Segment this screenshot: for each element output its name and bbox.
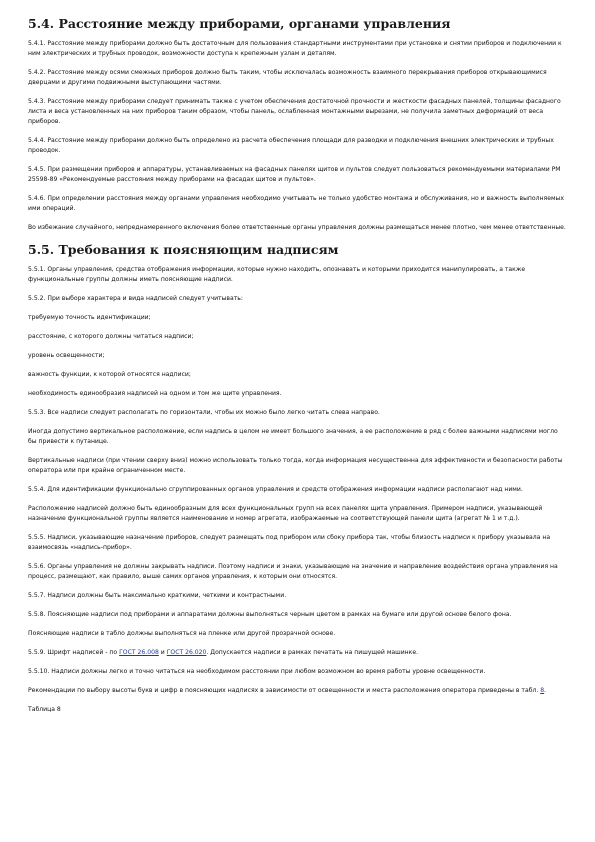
section-heading-5-5: 5.5. Требования к поясняющим надписям (28, 242, 339, 257)
paragraph: 5.5.1. Органы управления, средства отображения информации, которые нужно находить, опознавать и которыми приходится манипулировать, а также функциональные группы должны иметь поясняющие надписи. (28, 266, 526, 283)
paragraph: 5.4.6. При определении расстояния между органами управления необходимо учитывать не только удобство монтажа и обслуживания, но и важность выполняемых ими операций. (28, 195, 564, 212)
text: и (158, 649, 167, 656)
paragraph: Вертикальные надписи (при чтении сверху вниз) можно использовать только тогда, когда информация несущественна для эффективности и безопасности работы оператора или при крайне ограниченном месте. (28, 457, 563, 474)
paragraph: Иногда допустимо вертикальное расположение, если надпись в целом не имеет большого значения, а ее расположение в ряд с более важными надписями могло бы привести к путанице. (28, 428, 558, 445)
paragraph: 5.5.5. Надписи, указывающие назначение приборов, следует размещать под прибором или сбоку прибора так, чтобы близость надписи к прибору указывала на взаимосвязь «надпись-прибор». (28, 534, 551, 551)
paragraph: 5.4.5. При размещении приборов и аппаратуры, устанавливаемых на фасадных панелях щитов и пультов следует пользоваться рекомендуемыми материалами РМ 25598-89 «Рекомендуемые расстояния между приборами на фасадах щитов и пультов». (28, 166, 561, 183)
paragraph: 5.5.7. Надписи должны быть максимально краткими, четкими и контрастными. (28, 592, 287, 599)
text: Рекомендации по выбору высоты букв и цифр в поясняющих надписях в зависимости от освещенности и места расположения оператора приведены в табл. (28, 687, 541, 694)
section-heading-5-4: 5.4. Расстояние между приборами, органами управления (28, 16, 451, 31)
list-item: уровень освещенности; (28, 352, 105, 359)
paragraph: 5.5.3. Все надписи следует располагать по горизонтали, чтобы их можно было легко читать слева направо. (28, 409, 380, 416)
paragraph: 5.5.6. Органы управления не должны закрывать надписи. Поэтому надписи и знаки, указывающие на значение и направление воздействия органа управления на процесс, размещают, как правило, выше самих органов управления, к которым они относятся. (28, 563, 558, 580)
paragraph: Во избежание случайного, непреднамеренного включения более ответственные органы управления должны размещаться менее плотно, чем менее ответственные. (28, 224, 566, 231)
paragraph: 5.5.8. Поясняющие надписи под приборами и аппаратами должны выполняться черным цветом в рамках на бумаге или другой основе белого фона. (28, 611, 512, 618)
gost-26-020-link[interactable]: ГОСТ 26.020 (166, 649, 207, 656)
paragraph-5-5-10: 5.5.10. Надписи должны легко и точно читаться на необходимом расстоянии при любом возможном во время работы уровне освещенности. (28, 668, 486, 675)
list-item: важность функции, к которой относятся надписи; (28, 371, 191, 378)
paragraph: 5.4.2. Расстояние между осями смежных приборов должно быть таким, чтобы исключалась возможность взаимного перекрывания приборов открывающимися дверцами и другими подвижными выступающими частями. (28, 69, 547, 86)
paragraph: Расположение надписей должно быть единообразным для всех функциональных групп на всех панелях щита управления. Примером надписи, указывающей назначение функциональной группы является наименование и номер агрегата, изображаемые на соответствующей панели щита (агрегат № 1 и т.д.). (28, 505, 543, 522)
paragraph: 5.4.4. Расстояние между приборами должно быть определено из расчета обеспечения площади для разводки и подключения внешних электрических и трубных проводок. (28, 137, 554, 154)
paragraph: 5.5.2. При выборе характера и вида надписей следует учитывать: (28, 295, 243, 302)
paragraph-recommendation (28, 686, 567, 696)
table-8-link[interactable]: 8 (540, 687, 545, 694)
text: . (544, 687, 547, 694)
list-item: необходимость единообразия надписей на одном и том же щите управления. (28, 390, 282, 397)
paragraph: 5.4.3. Расстояние между приборами следует принимать также с учетом обеспечения достаточной прочности и жесткости фасадных панелей, толщины фасадного листа и веса установленных на них приборов таким образом, чтобы панель, ослабленная монтажными вырезами, не получила заметных деформаций от веса приборов. (28, 98, 561, 125)
paragraph: 5.5.4. Для идентификации функционально сгруппированных органов управления и средств отображения информации надписи располагают над ними. (28, 486, 523, 493)
paragraph: 5.4.1. Расстояние между приборами должно быть достаточным для пользования стандартными инструментами при установке и снятии приборов и подключении к ним электрических и трубных проводок, возможности доступа к крепежным узлам и деталям. (28, 40, 562, 57)
table-caption: Таблица 8 (28, 706, 61, 713)
paragraph: Поясняющие надписи в табло должны выполняться на пленке или другой прозрачной основе. (28, 630, 336, 637)
paragraph-5-5-9 (28, 648, 567, 658)
text: 5.5.9. Шрифт надписей - по (28, 649, 120, 656)
list-item: требуемую точность идентификации; (28, 314, 151, 321)
gost-26-008-link[interactable]: ГОСТ 26.008 (119, 649, 159, 656)
text: . Допускается надписи в рамках печатать на пишущей машинке. (206, 649, 419, 656)
list-item: расстояние, с которого должны читаться надписи; (28, 333, 194, 340)
